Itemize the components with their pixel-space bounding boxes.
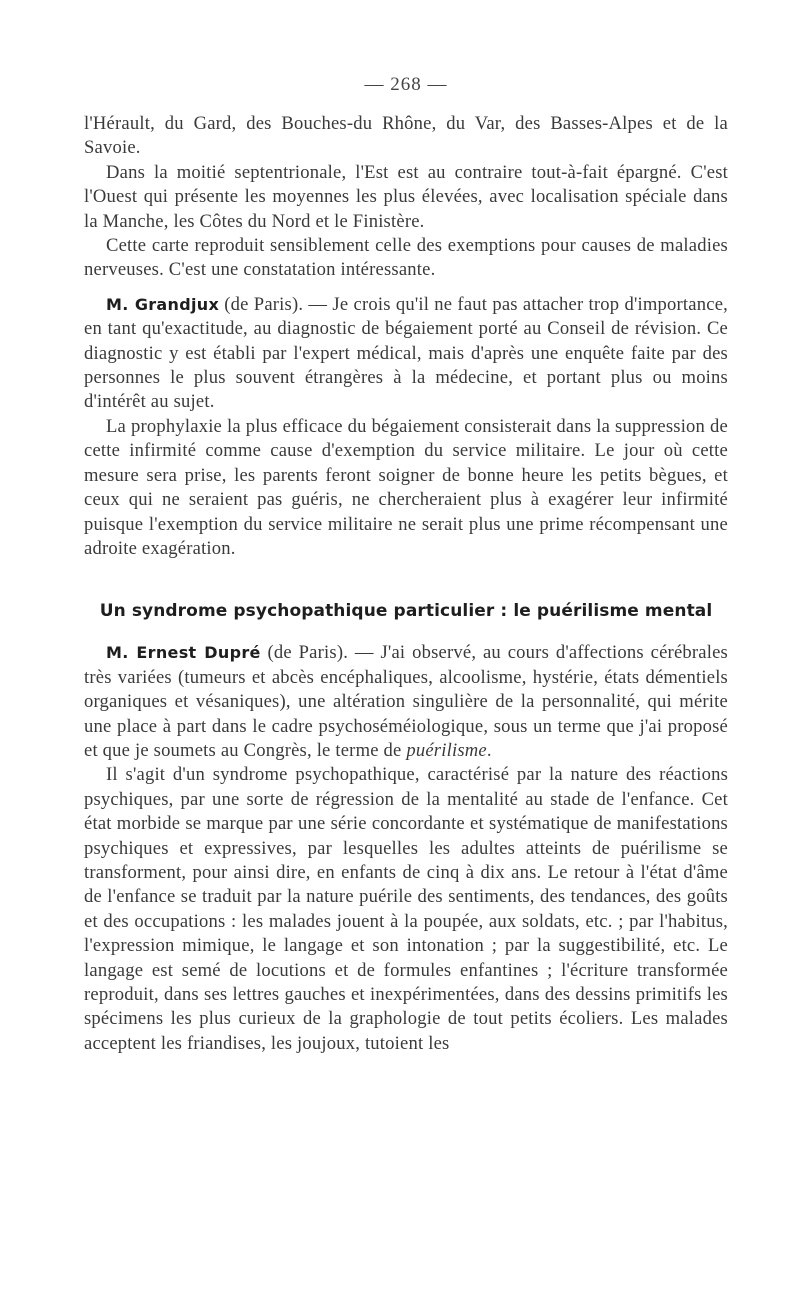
paragraph-carte-reproduit: Cette carte reproduit sensiblement celle des exemptions pour causes de maladies nerveuses. C'est une constatation intéressante. (84, 235, 728, 281)
dupre-text: (de Paris). — J'ai observé, au cours d'affections cérébrales très variées (tumeurs et abcès encéphaliques, alcoolisme, hystérie, états démentiels organiques et vésaniques), une altération singulière de la personnalité, qui mérite une place à part dans le cadre psychoséméiologique, sous un terme que j'ai proposé et que je soumets au Congrès, le terme de (84, 642, 728, 761)
spacer (84, 561, 728, 601)
section-title: Un syndrome psychopathique particulier : le puérilisme mental (99, 601, 713, 622)
paragraph-moitie-septentrionale: Dans la moitié septentrionale, l'Est est au contraire tout-à-fait épargné. C'est l'Ouest qui présente les moyennes les plus élevées, avec localisation spéciale dans la Manche, les Côtes du Nord et le Finistère. (84, 161, 728, 232)
grandjux-text: (de Paris). — Je crois qu'il ne faut pas attacher trop d'importance, en tant qu'exactitude, au diagnostic de bégaiement porté au Conseil de révision. Ce diagnostic y est établi par l'expert médical, mais d'après une enquête faite par des personnes le plus souvent étrangères à la médecine, et portant plus ou moins d'intérêt au sujet. (84, 293, 728, 413)
spacer (84, 283, 728, 293)
speaker-grandjux: M. Grandjux (106, 294, 220, 314)
page-number: — 268 — (364, 74, 448, 95)
speaker-dupre: M. Ernest Dupré (106, 643, 261, 663)
term-puerilisme: puérilisme (406, 739, 487, 761)
paragraph-herault: l'Hérault, du Gard, des Bouches-du Rhône, du Var, des Basses-Alpes et de la Savoie. (84, 113, 728, 159)
grandjux-intervention (84, 293, 728, 415)
paragraph-prophylaxie: La prophylaxie la plus efficace du bégaiement consisterait dans la suppression de cette infirmité comme cause d'exemption du service militaire. Le jour où cette mesure sera prise, les parents feront soigner de bonne heure les petits bègues, et ceux qui ne seraient pas guéris, ne chercheraient plus à exagérer leur infirmité puisque l'exemption du service militaire ne serait plus une prime récompensant une adroite exagération. (84, 415, 728, 559)
dupre-intervention (84, 641, 728, 763)
paragraph-syndrome: Il s'agit d'un syndrome psychopathique, caractérisé par la nature des réactions psychiques, par une sorte de régression de la mentalité au stade de l'enfance. Cet état morbide se marque par une série concordante et systématique de manifestations psychiques et expressives, par lesquelles les adultes atteints de puérilisme se transforment, pour ainsi dire, en enfants de cinq à dix ans. Le retour à l'état d'âme de l'enfance se traduit par la nature puérile des sentiments, des tendances, des goûts et des occupations : les malades jouent à la poupée, aux soldats, etc. ; par l'habitus, l'expression mimique, le langage et son intonation ; par la suggestibilité, etc. Le langage est semé de locutions et de formules enfantines ; l'écriture transformée reproduit, dans ses lettres gauches et inexpérimentées, dans des dessins primitifs les spécimens les plus curieux de la graphologie de tout petits écoliers. Les malades acceptent les friandises, les joujoux, tutoient les (84, 764, 728, 1054)
dupre-term-end: . (486, 739, 492, 761)
document-page (84, 74, 728, 1056)
